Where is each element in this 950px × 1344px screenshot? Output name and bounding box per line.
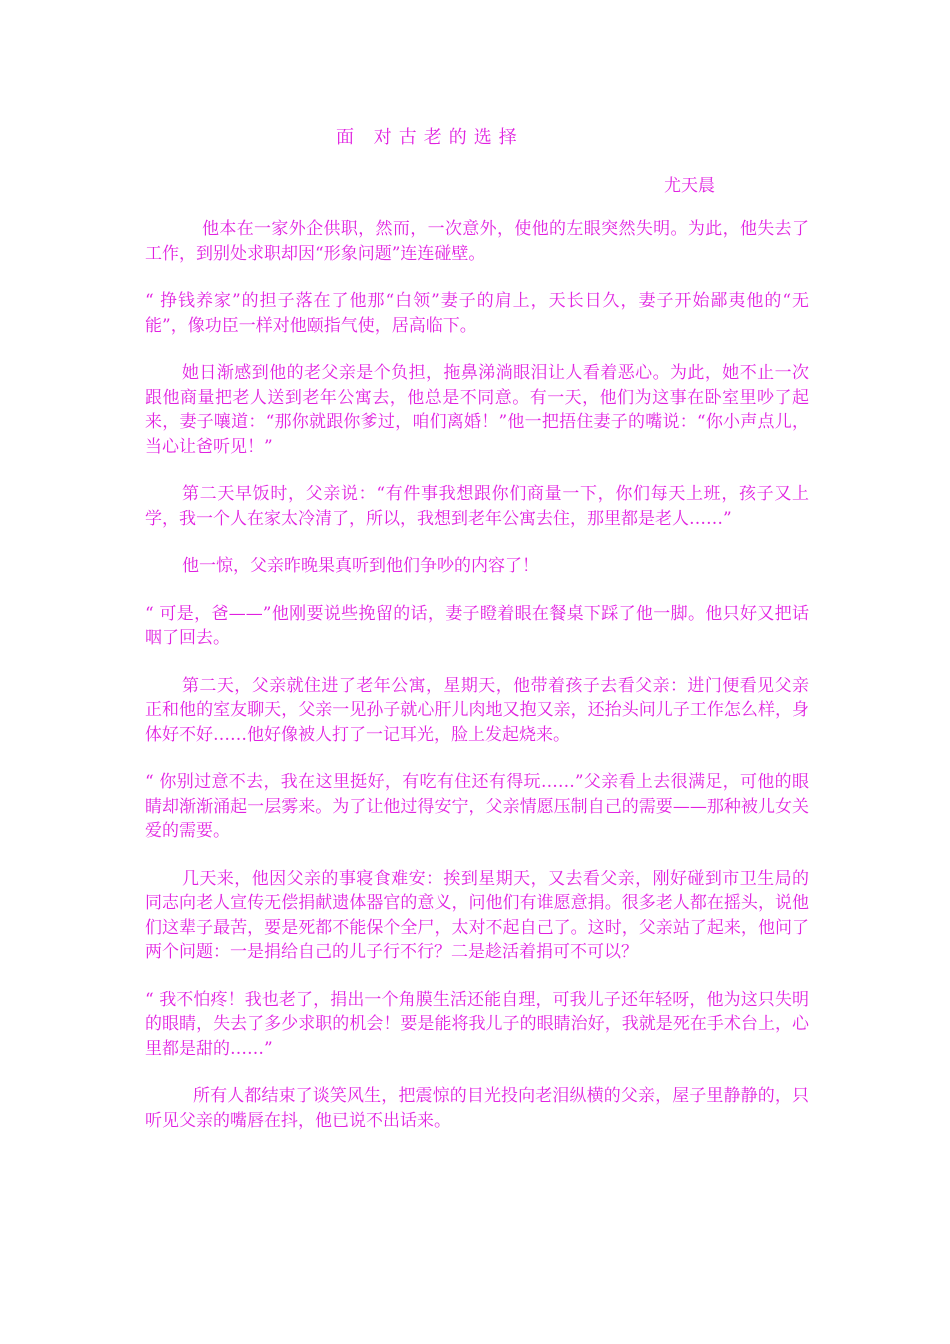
document-title: 面 对古老的选择 <box>336 127 524 148</box>
paragraph-5: 他一惊，父亲昨晚果真听到他们争吵的内容了！ <box>182 556 539 576</box>
document-author: 尤天晨 <box>664 176 715 196</box>
paragraph-6: “ 可是，爸——”他刚要说些挽留的话，妻子瞪着眼在餐桌下踩了他一脚。他只好又把话咽了回去。 <box>145 603 809 648</box>
document-body <box>145 217 809 1156</box>
paragraph-3: 她日渐感到他的老父亲是个负担，拖鼻涕淌眼泪让人看着恶心。为此，她不止一次跟他商量把老人送到老年公寓去，他总是不同意。有一天，他们为这事在卧室里吵了起来，妻子嚷道：“那你就跟你爹过，咱们离婚！”他一把捂住妻子的嘴说：“你小声点儿，当心让爸听见！” <box>145 363 809 457</box>
paragraph-1: 他本在一家外企供职，然而，一次意外，使他的左眼突然失明。为此，他失去了工作，到别处求职却因“形象问题”连连碰壁。 <box>145 219 809 264</box>
paragraph-7: 第二天，父亲就住进了老年公寓，星期天，他带着孩子去看父亲：进门便看见父亲正和他的室友聊天，父亲一见孙子就心肝儿肉地又抱又亲，还抬头问儿子工作怎么样，身体好不好……他好像被人打了一记耳光，脸上发起烧来。 <box>145 675 809 745</box>
paragraph-4: 第二天早饭时，父亲说：“有件事我想跟你们商量一下，你们每天上班，孩子又上学，我一个人在家太冷清了，所以，我想到老年公寓去住，那里都是老人……” <box>145 484 809 529</box>
paragraph-10: “ 我不怕疼！我也老了，捐出一个角膜生活还能自理，可我儿子还年轻呀，他为这只失明的眼睛，失去了多少求职的机会！要是能将我儿子的眼睛治好，我就是死在手术台上，心里都是甜的……” <box>145 989 809 1059</box>
paragraph-2: “ 挣钱养家”的担子落在了他那“白领”妻子的肩上，天长日久，妻子开始鄙夷他的“无能”，像功臣一样对他颐指气使，居高临下。 <box>145 291 809 336</box>
paragraph-8: “ 你别过意不去，我在这里挺好，有吃有住还有得玩……”父亲看上去很满足，可他的眼睛却渐渐涌起一层雾来。为了让他过得安宁，父亲情愿压制自己的需要——那种被儿女关爱的需要。 <box>145 772 809 841</box>
paragraph-9: 几天来，他因父亲的事寝食难安：挨到星期天，又去看父亲，刚好碰到市卫生局的同志向老人宣传无偿捐献遗体器官的意义，问他们有谁愿意捐。很多老人都在摇头，说他们这辈子最苦，要是死都不能保个全尸，太对不起自己了。这时，父亲站了起来，他问了两个问题：一是捐给自己的儿子行不行？二是趁活着捐可不可以？ <box>145 868 809 962</box>
paragraph-11: 所有人都结束了谈笑风生，把震惊的目光投向老泪纵横的父亲，屋子里静静的，只听见父亲的嘴唇在抖，他已说不出话来。 <box>145 1086 809 1131</box>
